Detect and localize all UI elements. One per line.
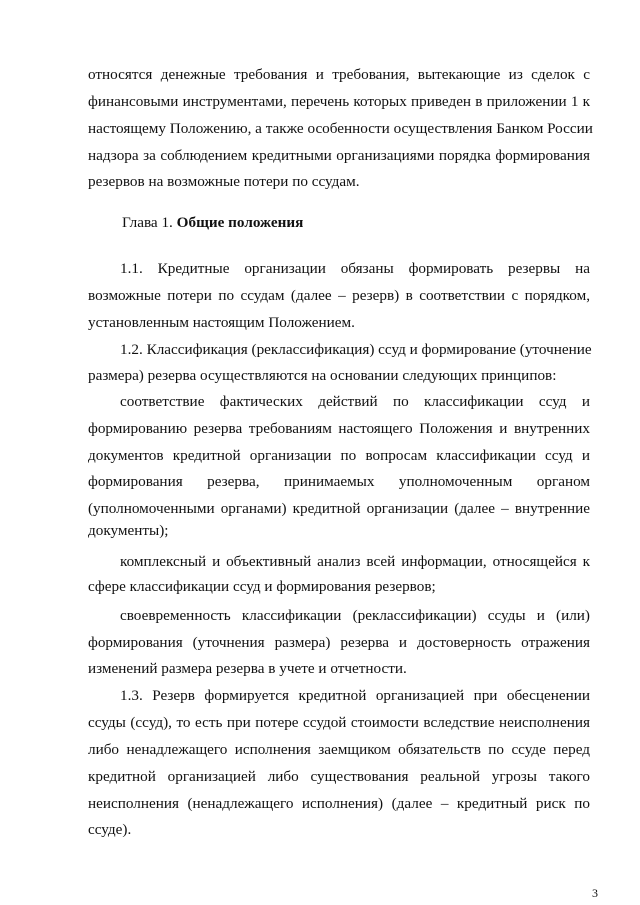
principle1-line-4: формирования резерва, принимаемых уполномоченным органом [88,473,590,490]
principle3-line-1: своевременность классификации (реклассификации) ссуды и (или) [120,607,590,624]
p13-line-4: кредитной организацией либо существования реальной угрозы такого [88,768,590,785]
p13-line-6: ссуде). [88,821,132,838]
p13-line-3: либо ненадлежащего исполнения заемщиком обязательств по ссуде перед [88,741,590,758]
chapter-title: Общие положения [176,214,304,231]
page-number: 3 [592,886,598,900]
principle3-line-2: формирования (уточнения размера) резерва и достоверность отражения [88,634,590,651]
p11-line-3: установленным настоящим Положением. [88,314,355,331]
p11-line-2: возможные потери по ссудам (далее – резерв) в соответствии с порядком, [88,287,590,304]
chapter-heading [122,213,522,233]
intro-line-1: относятся денежные требования и требования, вытекающие из сделок с [88,66,590,83]
intro-line-5: резервов на возможные потери по ссудам. [88,173,360,190]
principle1-line-1: соответствие фактических действий по классификации ссуд и [120,393,590,410]
intro-line-4: надзора за соблюдением кредитными организациями порядка формирования [88,147,590,164]
principle1-line-5: (уполномоченными органами) кредитной организации (далее – внутренние [88,500,590,517]
p13-line-5: неисполнения (ненадлежащего исполнения) (далее – кредитный риск по [88,795,590,812]
p13-line-1: 1.3. Резерв формируется кредитной организацией при обесценении [120,687,590,704]
p12-line-1: 1.2. Классификация (реклассификация) ссуд и формирование (уточнение [120,341,592,358]
principle2-line-1: комплексный и объективный анализ всей информации, относящейся к [120,553,590,570]
intro-line-3: настоящему Положению, а также особенности осуществления Банком России [88,120,593,137]
p12-line-2: размера) резерва осуществляются на основании следующих принципов: [88,367,557,384]
p13-line-2: ссуды (ссуд), то есть при потере ссудой стоимости вследствие неисполнения [88,714,590,731]
principle1-line-6: документы); [88,522,169,539]
p11-line-1: 1.1. Кредитные организации обязаны формировать резервы на [120,260,590,277]
principle1-line-2: формированию резерва требованиям настоящего Положения и внутренних [88,420,590,437]
principle3-line-3: изменений размера резерва в учете и отчетности. [88,660,407,677]
principle1-line-3: документов кредитной организации по вопросам классификации ссуд и [88,447,590,464]
principle2-line-2: сфере классификации ссуд и формирования резервов; [88,578,436,595]
intro-line-2: финансовыми инструментами, перечень которых приведен в приложении 1 к [88,93,590,110]
chapter-prefix: Глава 1. [122,214,173,231]
